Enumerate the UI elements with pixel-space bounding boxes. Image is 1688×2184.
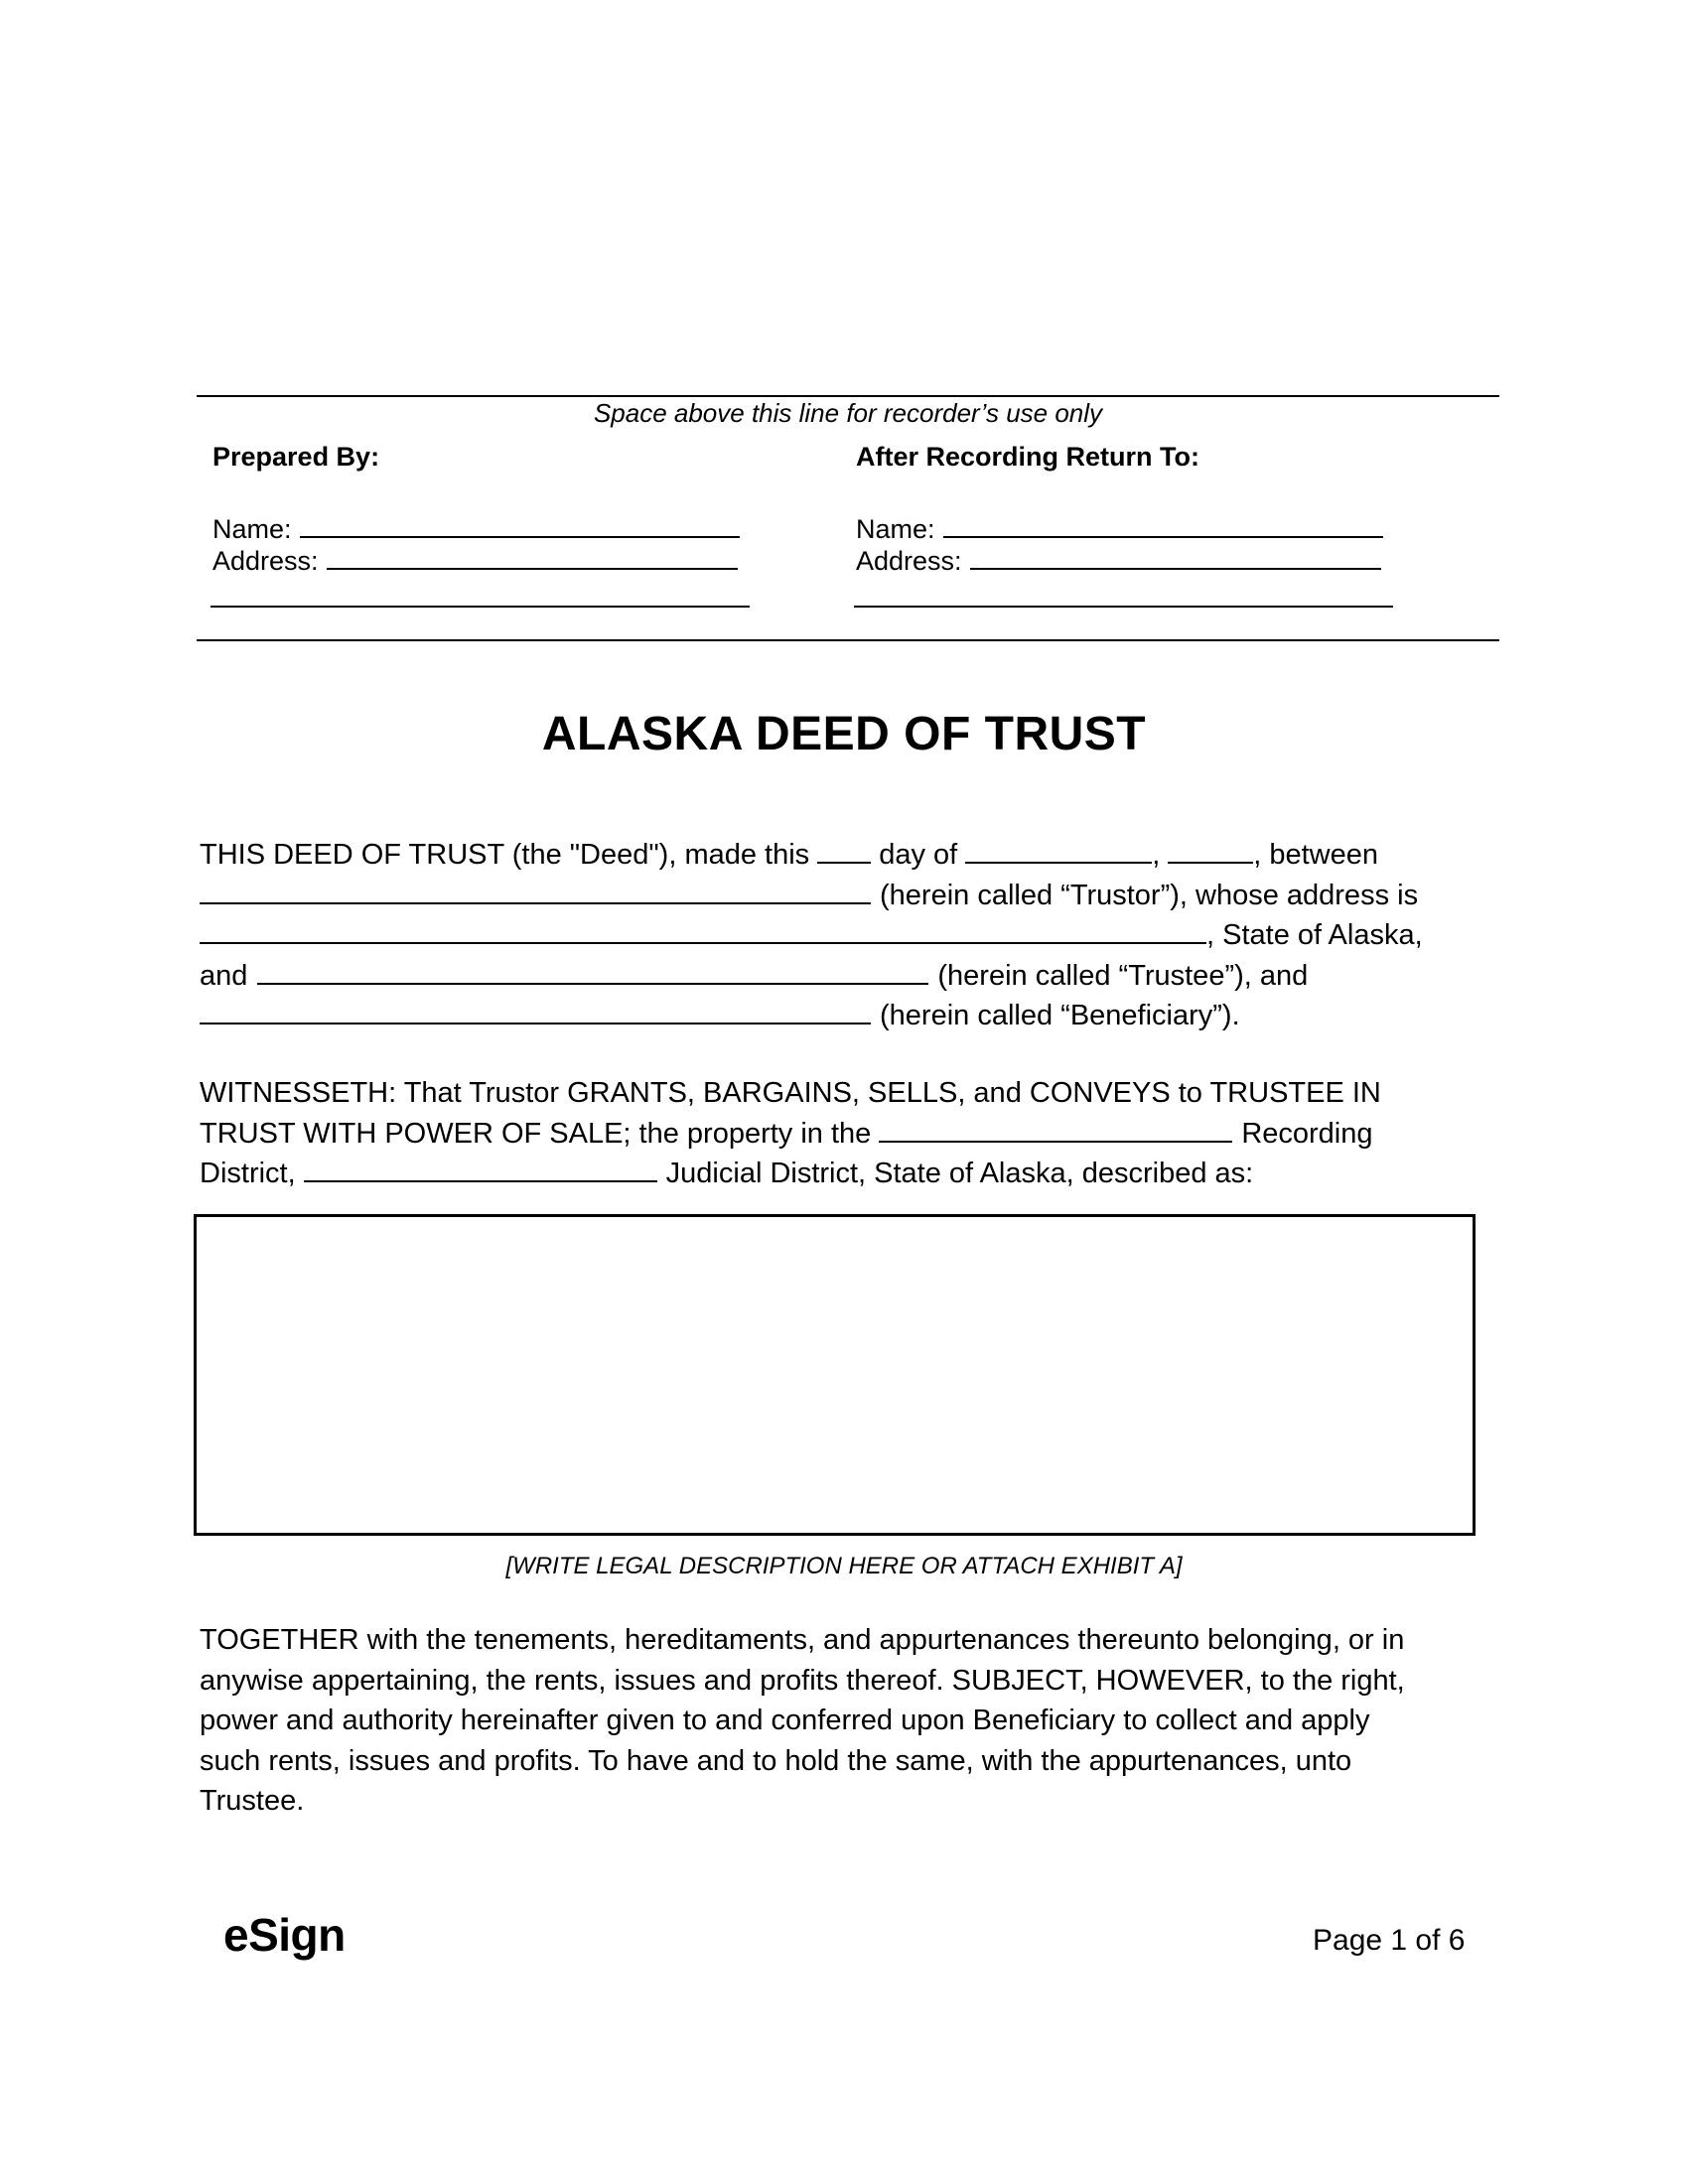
intro-text: day of: [879, 839, 958, 871]
trustee-name-field[interactable]: [257, 957, 928, 985]
intro-text: ,: [1152, 839, 1161, 871]
prepared-by-address-line2-field[interactable]: [211, 606, 750, 608]
return-to-address-label: Address:: [856, 546, 962, 576]
witnesseth-line-3: [200, 1154, 1510, 1194]
intro-line-4: [200, 956, 1510, 997]
together-line: TOGETHER with the tenements, hereditaments, and appurtenances thereunto belonging, or in: [200, 1624, 1405, 1656]
witnesseth-text: Judicial District, State of Alaska, described as:: [665, 1158, 1254, 1189]
page-number: Page 1 of 6: [1313, 1924, 1466, 1957]
beneficiary-name-field[interactable]: [200, 997, 871, 1024]
bottom-rule: [197, 639, 1499, 641]
return-to-address-row: [856, 546, 1381, 577]
trustor-address-field[interactable]: [200, 916, 1206, 944]
witnesseth-line-2: [200, 1114, 1510, 1155]
intro-text: and: [200, 959, 248, 992]
prepared-by-address-row: [212, 546, 738, 577]
day-field[interactable]: [817, 836, 871, 864]
year-field[interactable]: [1168, 836, 1253, 864]
intro-text: (herein called “Trustor”), whose address is: [880, 879, 1419, 911]
document-title: ALASKA DEED OF TRUST: [541, 708, 1147, 760]
intro-line-2: [200, 876, 1510, 916]
witnesseth-paragraph: [200, 1073, 1510, 1194]
trustor-name-field[interactable]: [200, 877, 871, 904]
prepared-by-heading: Prepared By:: [212, 442, 380, 472]
intro-text: (herein called “Trustee”), and: [937, 959, 1309, 992]
return-to-name-label: Name:: [856, 514, 935, 544]
esign-logo: eSign: [223, 1909, 346, 1961]
together-line: such rents, issues and profits. To have and to hold the same, with the appurtenances, unto: [200, 1744, 1352, 1777]
together-paragraph: [200, 1620, 1510, 1822]
legal-description-caption: [WRITE LEGAL DESCRIPTION HERE OR ATTACH EXHIBIT A]: [505, 1553, 1183, 1579]
return-to-name-field[interactable]: [943, 514, 1383, 538]
recording-district-field[interactable]: [879, 1115, 1232, 1143]
top-rule: [197, 395, 1499, 397]
return-to-name-row: [856, 514, 1383, 545]
intro-paragraph: [200, 835, 1510, 1036]
together-line: power and authority hereinafter given to and conferred upon Beneficiary to collect and apply: [200, 1705, 1370, 1736]
intro-line-3: [200, 915, 1510, 956]
prepared-by-name-row: [212, 514, 740, 545]
witnesseth-text: WITNESSETH: That Trustor GRANTS, BARGAINS, SELLS, and CONVEYS to TRUSTEE IN: [200, 1077, 1381, 1109]
witnesseth-text: Recording: [1241, 1117, 1373, 1150]
prepared-by-address-label: Address:: [212, 546, 319, 576]
witnesseth-line-1: [200, 1073, 1510, 1114]
return-to-heading: After Recording Return To:: [856, 442, 1199, 472]
prepared-by-name-field[interactable]: [300, 514, 740, 538]
prepared-by-address-field[interactable]: [327, 546, 738, 570]
intro-text: , between: [1253, 839, 1379, 871]
intro-line-1: [200, 835, 1510, 876]
intro-line-5: [200, 996, 1510, 1036]
return-to-address-field[interactable]: [970, 546, 1381, 570]
together-line: anywise appertaining, the rents, issues and profits thereof. SUBJECT, HOWEVER, to the right,: [200, 1664, 1405, 1697]
intro-text: THIS DEED OF TRUST (the "Deed"), made this: [200, 839, 810, 871]
judicial-district-field[interactable]: [304, 1155, 657, 1182]
return-to-address-line2-field[interactable]: [854, 606, 1393, 608]
intro-text: , State of Alaska,: [1206, 919, 1423, 951]
recorder-note: Space above this line for recorder’s use only: [593, 398, 1103, 428]
prepared-by-name-label: Name:: [212, 514, 292, 544]
witnesseth-text: District,: [200, 1158, 296, 1189]
month-field[interactable]: [965, 836, 1152, 864]
legal-description-box[interactable]: [194, 1214, 1476, 1536]
intro-text: (herein called “Beneficiary”).: [880, 1000, 1240, 1031]
witnesseth-text: TRUST WITH POWER OF SALE; the property in the: [200, 1117, 872, 1150]
together-line: Trustee.: [200, 1785, 305, 1817]
